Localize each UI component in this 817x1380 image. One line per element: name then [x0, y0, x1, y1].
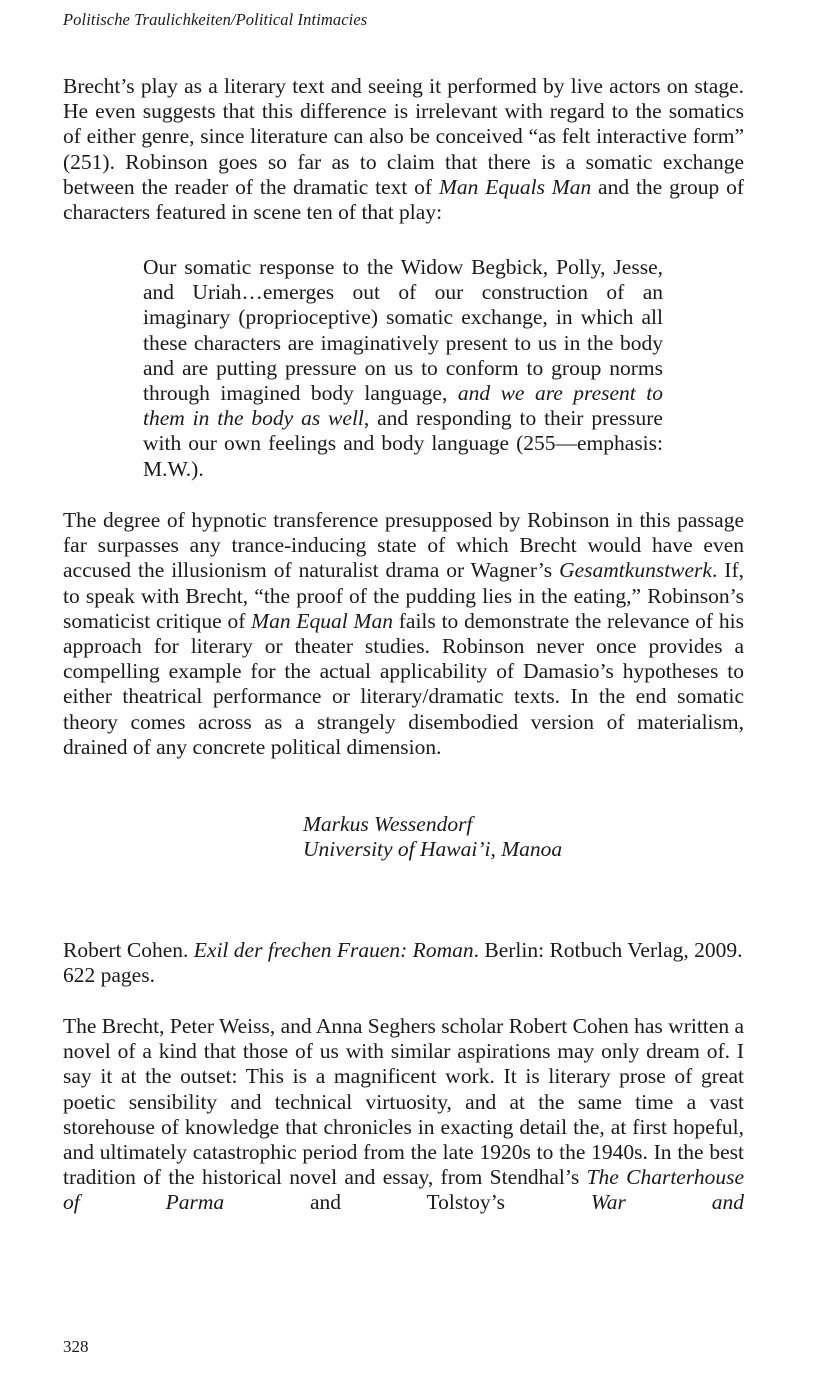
- text-segment: and the group of characters featured in scene ten of that play:: [63, 174, 744, 225]
- body-paragraph-1: [63, 74, 744, 225]
- italic-title: The Charterhouse of Parma: [63, 1165, 744, 1215]
- italic-term: Gesamtkunstwerk: [559, 558, 712, 583]
- italic-emphasis: and we are present to them in the body as well: [143, 381, 663, 431]
- text-segment: Our somatic response to the Widow Begbick, Polly, Jesse, and Uriah…emerges out of our construction of an imaginary (proprioceptive) somatic exchange, in which all these characters are imaginatively present to us in the body and are putting pressure on us to conform to group norms through imagined body language,: [143, 255, 663, 406]
- italic-title: Man Equals Man: [438, 174, 592, 199]
- text-segment: The Brecht, Peter Weiss, and Anna Seghers scholar Robert Cohen has written a novel of a kind that those of us with similar aspirations may only dream of. I say it at the outset: This is a magnificent work. It is literary prose of great poetic sensibility and technical virtuosity, and at the same time a vast storehouse of knowledge that chronicles in exacting detail the, at first hopeful, and ultimately catastrophic period from the late 1920s to the 1940s. In the best tradition of the historical novel and essay, from Stendhal’s: [63, 1014, 744, 1190]
- body-paragraph-2: [63, 508, 744, 760]
- page-number: 328: [63, 1337, 89, 1356]
- italic-title: Man Equal Man: [251, 608, 393, 633]
- text-segment: , and responding to their pressure with our own feelings and body language (255—emphasis: M.W.).: [143, 406, 663, 481]
- book-title: Exil der frechen Frauen: Roman: [193, 938, 474, 962]
- body-paragraph-3: [63, 1014, 744, 1216]
- reviewer-name: Markus Wessendorf: [303, 812, 473, 836]
- book-publication: . Berlin: Rotbuch Verlag, 2009. 622 pages.: [63, 938, 743, 988]
- reviewer-signature: [303, 812, 562, 862]
- book-author: Robert Cohen.: [63, 938, 194, 962]
- text-segment: fails to demonstrate the relevance of his approach for literary or theater studies. Robinson never once provides a compelling example for the actual applicability of Damasio’s hypotheses to either theatrical performance or literary/dramatic texts. In the end somatic theory comes across as a strangely disembodied version of materialism, drained of any concrete political dimension.: [63, 608, 744, 759]
- review-heading: [63, 938, 744, 988]
- running-head: Politische Traulichkeiten/Political Intimacies: [63, 10, 368, 29]
- text-segment: . If, to speak with Brecht, “the proof of the pudding lies in the eating,” Robinson’s somaticist critique of: [63, 558, 744, 633]
- italic-title: War and: [590, 1190, 744, 1215]
- reviewer-affiliation: University of Hawai’i, Manoa: [303, 837, 563, 862]
- text-segment: and Tolstoy’s: [224, 1190, 591, 1215]
- text-segment: Brecht’s play as a literary text and seeing it performed by live actors on stage. He even suggests that this difference is irrelevant with regard to the somatics of either genre, since literature can also be conceived “as felt interactive form” (251). Robinson goes so far as to claim that there is a somatic exchange between the reader of the dramatic text of: [63, 74, 744, 199]
- block-quote: [143, 255, 663, 482]
- text-segment: The degree of hypnotic transference presupposed by Robinson in this passage far surpasses any trance-inducing state of which Brecht would have even accused the illusionism of naturalist drama or Wagner’s: [63, 508, 744, 583]
